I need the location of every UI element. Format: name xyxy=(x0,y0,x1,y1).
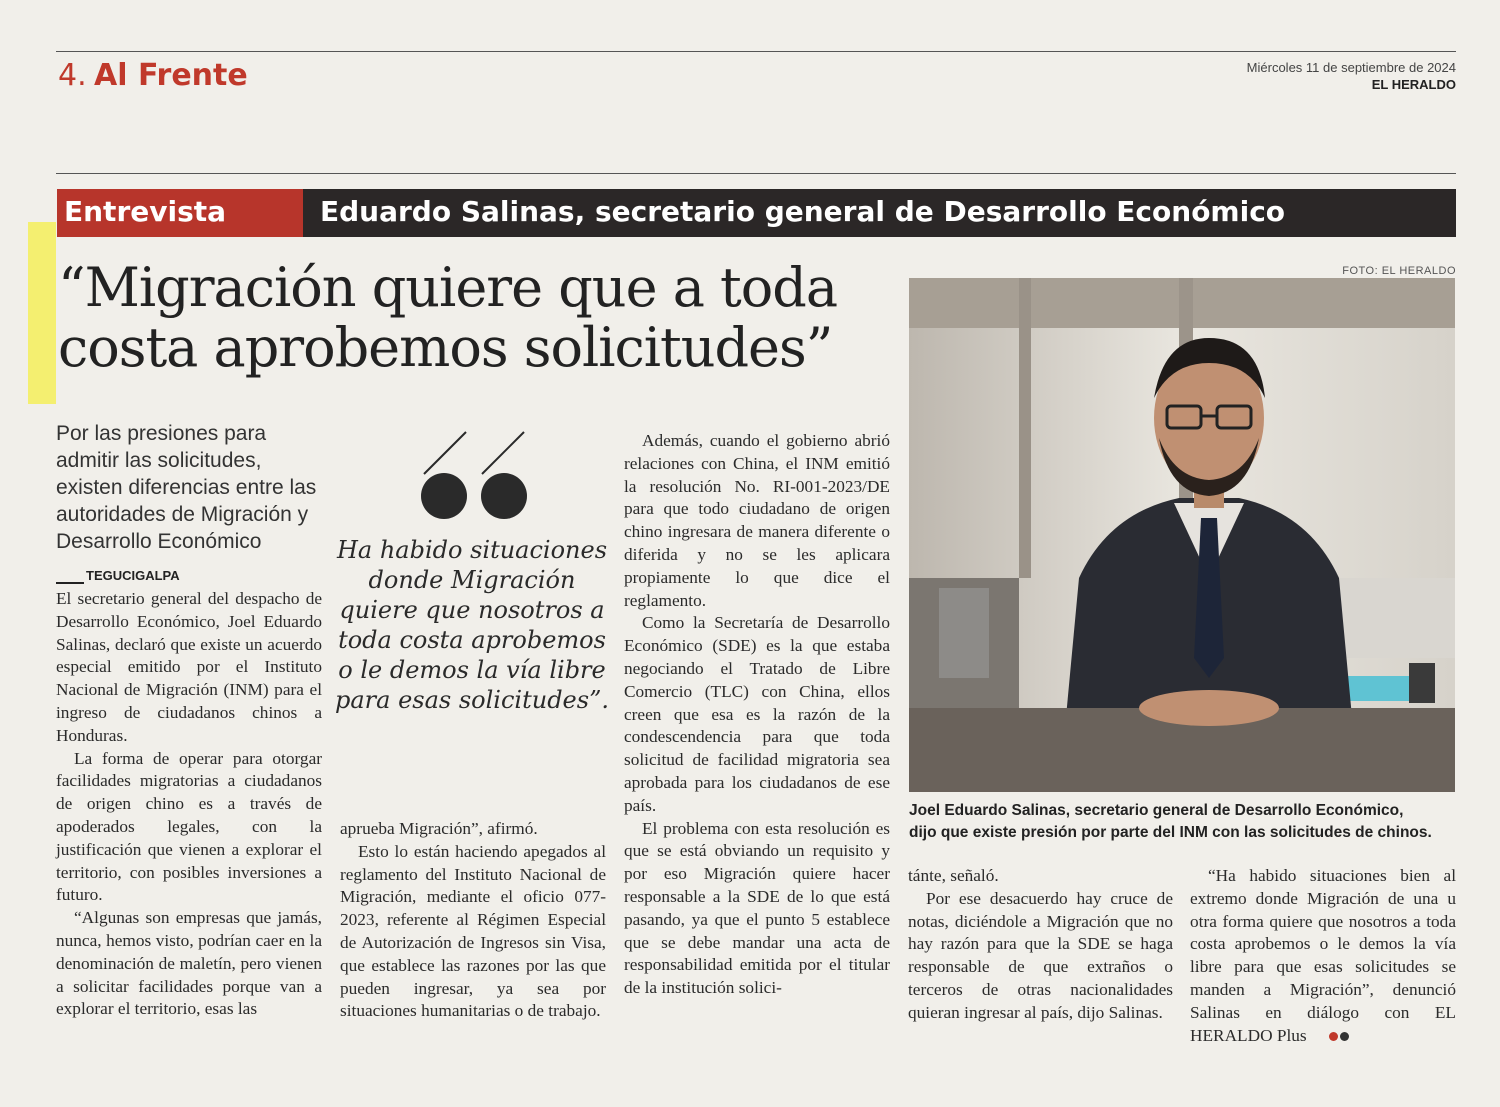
photo-credit: FOTO: EL HERALDO xyxy=(1342,265,1456,277)
body-column-1 xyxy=(56,588,322,1021)
paragraph: Por ese desacuerdo hay cruce de notas, diciéndole a Migración que no hay razón para que la SDE se haga responsable de que extraños o terceros de otras nacionalidades quieran ingresar al país, dijo Salinas. xyxy=(908,888,1173,1022)
paragraph: tánte, señaló. xyxy=(908,866,999,885)
pull-quote: Ha habido situaciones donde Migración quiere que nosotros a toda costa aprobemos o le demos la vía libre para esas solicitudes”. xyxy=(335,536,609,714)
deck: Por las presiones para admitir las solicitudes, existen diferencias entre las autoridades de Migración y Desarrollo Económico xyxy=(56,422,317,553)
publication-date: Miércoles 11 de septiembre de 2024 xyxy=(1246,60,1456,75)
photo-caption xyxy=(909,800,1459,844)
caption-line-2: dijo que existe presión por parte del INM con las solicitudes de chinos. xyxy=(909,824,1432,841)
headline-line-2: costa aprobemos solicitudes” xyxy=(58,316,833,379)
paragraph xyxy=(1190,865,1456,1048)
portrait-illustration xyxy=(909,278,1455,792)
paragraph: Como la Secretaría de Desarrollo Económico (SDE) es la que estaba negociando el Tratado de Libre Comercio (TLC) con China, ellos creen que esa es la razón de la condescendencia para que toda solicitud de facilidad migratoria sea aprobada para los ciudadanos de ese país. xyxy=(624,613,890,815)
highlighter-mark xyxy=(28,222,56,404)
paragraph: aprueba Migración”, afirmó. xyxy=(340,819,538,838)
headline xyxy=(58,258,908,378)
paragraph: “Algunas son empresas que jamás, nunca, hemos visto, podrían caer en la denominación de maletín, pero vienen a solicitar facilidades porque van a explorar el territorio, esas las xyxy=(56,908,322,1019)
banner-title: Eduardo Salinas, secretario general de Desarrollo Económico xyxy=(320,195,1286,228)
body-column-5 xyxy=(1190,865,1456,1048)
top-rule xyxy=(56,51,1456,52)
dateline: TEGUCIGALPA xyxy=(86,568,180,583)
portrait-photo xyxy=(909,278,1455,792)
dateline-bar xyxy=(56,582,84,584)
kicker-label: Entrevista xyxy=(64,195,227,228)
closing-paragraph-text: “Ha habido situaciones bien al extremo donde Migración de una u otra forma quiere que nosotros a toda costa aprobemos o le demos la vía libre para que esas solicitudes se manden a Migración”, denunció Salinas en diálogo con EL HERALDO Plus xyxy=(1190,866,1456,1045)
paragraph: Esto lo están haciendo apegados al reglamento del Instituto Nacional de Migración, mediante el oficio 077-2023, referente al Régimen Especial de Autorización de Ingresos sin Visa, que establece las razones por las que pueden ingresar, ya sea por situaciones humanitarias o de trabajo. xyxy=(340,841,606,1021)
end-dot-red xyxy=(1329,1032,1338,1041)
section-name: Al Frente xyxy=(94,58,248,93)
quote-mark-icon xyxy=(418,430,538,520)
paragraph: Además, cuando el gobierno abrió relaciones con China, el INM emitió la resolución No. RI-001-2023/DE para que todo ciudadano de origen chino ingresara de manera diferente o diferida y no se les aplicara propiamente lo que dice el reglamento. xyxy=(624,431,890,610)
end-dot-dark xyxy=(1340,1032,1349,1041)
body-column-3 xyxy=(624,430,890,1000)
section-number: 4. xyxy=(58,58,87,93)
paragraph: La forma de operar para otorgar facilidades migratorias a ciudadanos de origen chino es a través de apoderados legales, con la justificación que vienen a explorar el territorio, con posibles inversiones a futuro. xyxy=(56,748,322,905)
body-column-2 xyxy=(340,818,606,1023)
paragraph: El secretario general del despacho de Desarrollo Económico, Joel Eduardo Salinas, declaró que existe un acuerdo especial emitido por el Instituto Nacional de Migración (INM) para el ingreso de ciudadanos chinos a Honduras. xyxy=(56,589,322,745)
body-column-4 xyxy=(908,865,1173,1025)
end-mark-icon xyxy=(1311,1025,1351,1048)
banner-top-rule xyxy=(56,173,1456,174)
newspaper-name: EL HERALDO xyxy=(1371,77,1456,92)
headline-line-1: “Migración quiere que a toda xyxy=(58,256,838,319)
caption-line-1: Joel Eduardo Salinas, secretario general de Desarrollo Económico, xyxy=(909,802,1404,819)
paragraph: El problema con esta resolución es que se está obviando un requisito y por eso Migración quiere hacer responsable a la SDE de lo que está pasando, ya que el punto 5 establece que se debe mandar una acta de responsabilidad emitida por el titular de la institución solici- xyxy=(624,818,890,998)
